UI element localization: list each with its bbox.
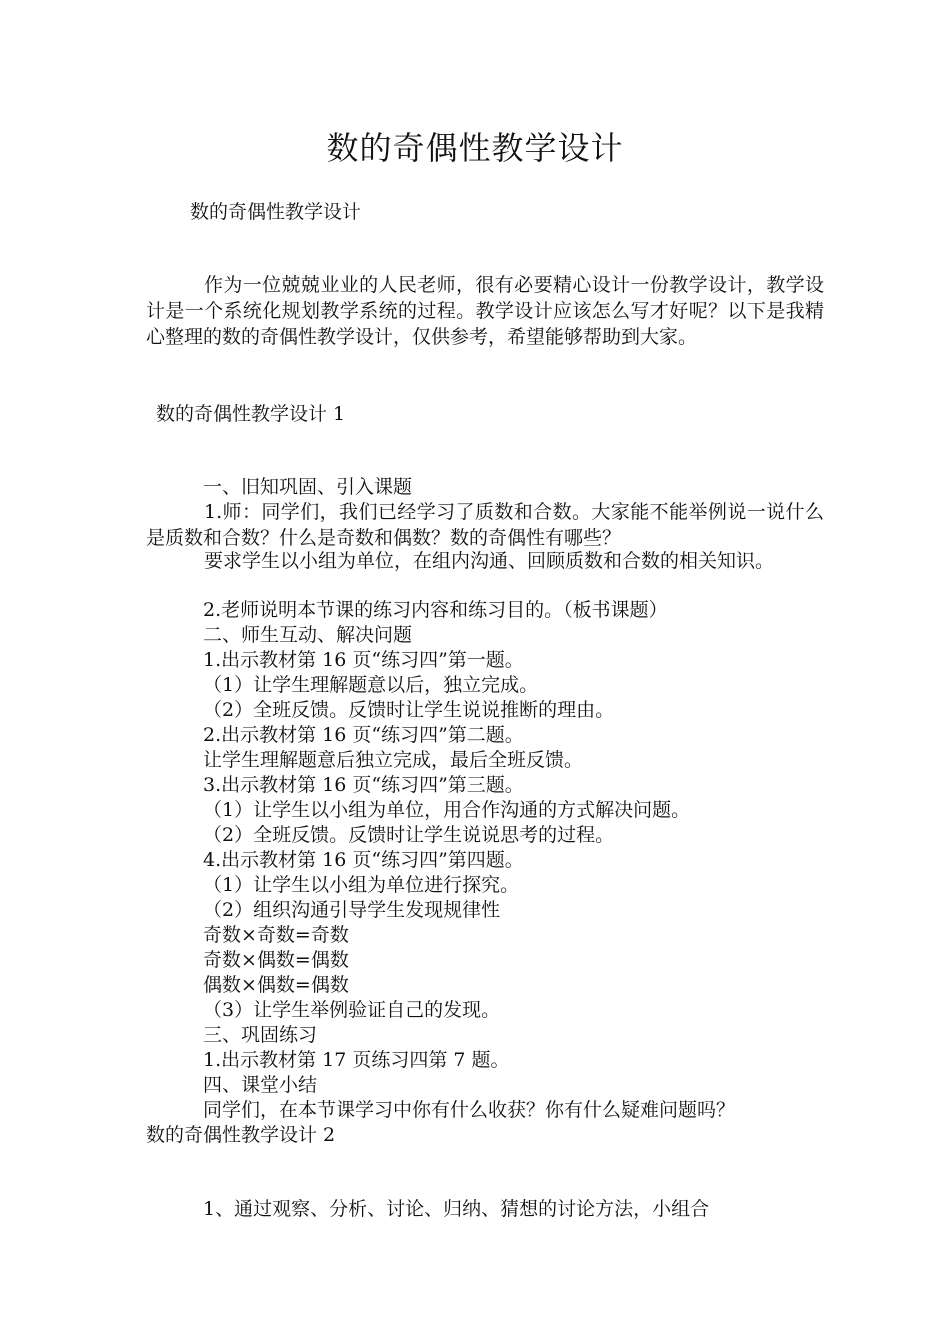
document-subtitle: 数的奇偶性教学设计 bbox=[190, 201, 362, 223]
list-item: （1）让学生以小组为单位，用合作沟通的方式解决问题。 bbox=[203, 799, 691, 821]
part-heading-4: 四、课堂小结 bbox=[203, 1074, 318, 1096]
rule-odd-even: 奇数×偶数=偶数 bbox=[203, 949, 349, 971]
part-heading-3: 三、巩固练习 bbox=[203, 1024, 318, 1046]
rule-even-even: 偶数×偶数=偶数 bbox=[203, 974, 349, 996]
part-heading-1: 一、旧知巩固、引入课题 bbox=[203, 476, 413, 498]
list-item: （1）让学生理解题意以后，独立完成。 bbox=[203, 674, 539, 696]
list-item: 让学生理解题意后独立完成，最后全班反馈。 bbox=[203, 749, 584, 771]
list-item: 3.出示教材第 16 页“练习四”第三题。 bbox=[203, 774, 524, 796]
list-item: 1.出示教材第 16 页“练习四”第一题。 bbox=[203, 649, 524, 671]
paragraph-group-review: 要求学生以小组为单位，在组内沟通、回顾质数和合数的相关知识。 bbox=[204, 550, 775, 572]
list-item: （2）组织沟通引导学生发现规律性 bbox=[203, 899, 501, 921]
paragraph-question: 1.师：同学们，我们已经学习了质数和合数。大家能不能举例说一说什么是质数和合数？什么是奇数和偶数？数的奇偶性有哪些？ bbox=[146, 501, 824, 549]
list-item: （2）全班反馈。反馈时让学生说说思考的过程。 bbox=[203, 824, 615, 846]
list-item: （3）让学生举例验证自己的发现。 bbox=[203, 999, 501, 1021]
rule-odd-odd: 奇数×奇数=奇数 bbox=[203, 924, 349, 946]
intro-paragraph: 作为一位兢兢业业的人民老师，很有必要精心设计一份教学设计，教学设计是一个系统化规划教学系统的过程。教学设计应该怎么写才好呢？以下是我精心整理的数的奇偶性教学设计，仅供参考，希望能够帮助到大家。 bbox=[146, 274, 824, 348]
section-heading-2: 数的奇偶性教学设计 2 bbox=[146, 1124, 336, 1146]
list-item: （1）让学生以小组为单位进行探究。 bbox=[203, 874, 520, 896]
list-item: 1、通过观察、分析、讨论、归纳、猜想的讨论方法，小组合 bbox=[203, 1198, 710, 1220]
section-heading-1: 数的奇偶性教学设计 1 bbox=[156, 403, 346, 425]
part-heading-2: 二、师生互动、解决问题 bbox=[203, 624, 413, 646]
document-title: 数的奇偶性教学设计 bbox=[326, 129, 624, 167]
list-item: 4.出示教材第 16 页“练习四”第四题。 bbox=[203, 849, 524, 871]
paragraph-explain: 2.老师说明本节课的练习内容和练习目的。（板书课题） bbox=[203, 599, 668, 621]
list-item: 2.出示教材第 16 页“练习四”第二题。 bbox=[203, 724, 524, 746]
list-item: （2）全班反馈。反馈时让学生说说推断的理由。 bbox=[203, 699, 615, 721]
summary-paragraph: 同学们，在本节课学习中你有什么收获？你有什么疑难问题吗？ bbox=[203, 1099, 736, 1121]
list-item: 1.出示教材第 17 页练习四第 7 题。 bbox=[203, 1049, 510, 1071]
